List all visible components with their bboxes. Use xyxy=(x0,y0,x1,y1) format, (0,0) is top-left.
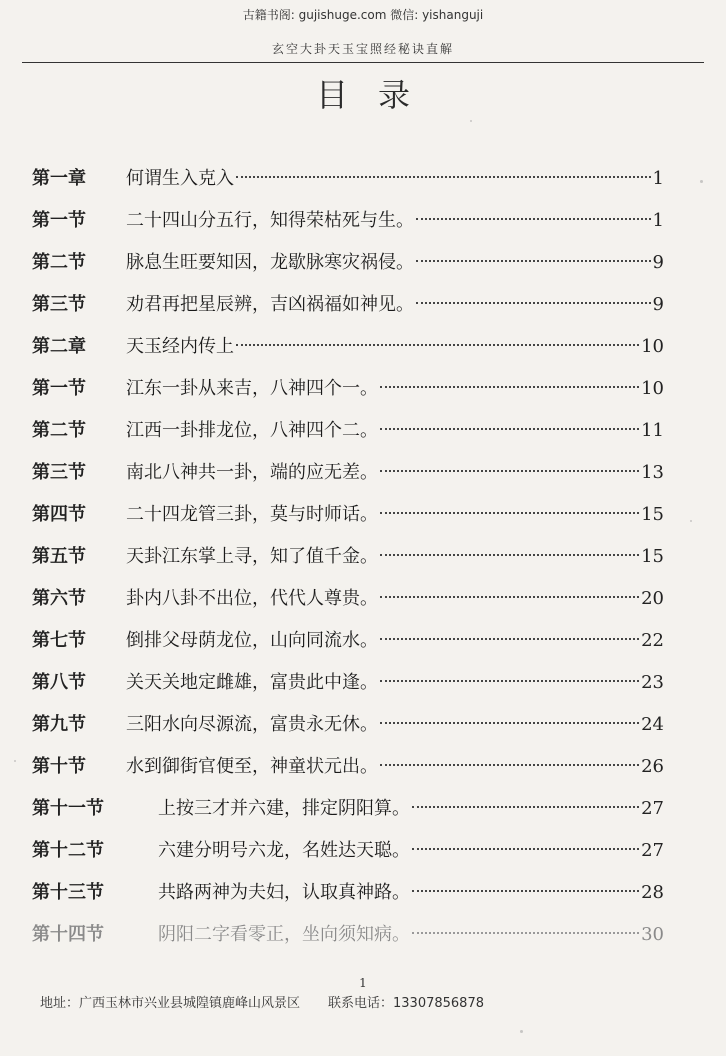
toc-entry-label: 第七节 xyxy=(32,630,86,651)
toc-entry-title: 何谓生入克入 xyxy=(126,168,234,189)
toc-entry xyxy=(32,158,664,200)
toc-dot-leader xyxy=(380,764,639,766)
toc-entry-page: 1 xyxy=(652,210,664,231)
toc-entry-title: 三阳水向尽源流，富贵永无休。 xyxy=(126,714,378,735)
toc-entry-page: 11 xyxy=(641,420,664,441)
toc-entry-page: 20 xyxy=(641,588,664,609)
page-number: 1 xyxy=(359,976,367,990)
toc-entry xyxy=(32,914,664,956)
toc-entry-page: 27 xyxy=(641,840,664,861)
toc-entry-title: 天玉经内传上 xyxy=(126,336,234,357)
toc-entry-label: 第二节 xyxy=(32,252,86,273)
toc-entry xyxy=(32,704,664,746)
toc-entry-page: 9 xyxy=(652,252,664,273)
toc-entry-page: 26 xyxy=(641,756,664,777)
toc-dot-leader xyxy=(380,386,639,388)
toc-entry-label: 第六节 xyxy=(32,588,86,609)
toc-dot-leader xyxy=(416,260,651,262)
scan-speck xyxy=(470,120,472,122)
footer-address: 地址：广西玉林市兴业县城隍镇鹿峰山风景区 xyxy=(40,996,301,1011)
toc-entry xyxy=(32,578,664,620)
toc-entry-title: 南北八神共一卦，端的应无差。 xyxy=(126,462,378,483)
toc-dot-leader xyxy=(412,848,639,850)
toc-entry-label: 第十一节 xyxy=(32,798,104,819)
toc-dot-leader xyxy=(412,932,639,934)
toc-entry-label: 第二节 xyxy=(32,420,86,441)
toc-entry-page: 23 xyxy=(641,672,664,693)
toc-entry-label: 第五节 xyxy=(32,546,86,567)
toc-dot-leader xyxy=(380,554,639,556)
toc-entry xyxy=(32,662,664,704)
toc-entry-title: 共路两神为夫妇，认取真神路。 xyxy=(158,882,410,903)
toc-entry-title: 二十四龙管三卦，莫与时师话。 xyxy=(126,504,378,525)
toc-entry xyxy=(32,284,664,326)
toc-dot-leader xyxy=(380,680,639,682)
toc-entry-title: 天卦江东掌上寻，知了值千金。 xyxy=(126,546,378,567)
toc-entry-title: 关天关地定雌雄，富贵此中逢。 xyxy=(126,672,378,693)
toc-entry-label: 第一节 xyxy=(32,210,86,231)
toc-dot-leader xyxy=(236,344,639,346)
toc-entry xyxy=(32,242,664,284)
page-title: 目录 xyxy=(315,76,440,114)
running-header: 玄空大卦天玉宝照经秘诀直解 xyxy=(271,42,454,56)
toc-dot-leader xyxy=(380,470,639,472)
toc-entry-label: 第十节 xyxy=(32,756,86,777)
table-of-contents xyxy=(32,158,664,956)
toc-entry-label: 第四节 xyxy=(32,504,86,525)
footer xyxy=(40,992,700,1011)
toc-entry xyxy=(32,326,664,368)
toc-entry-label: 第一节 xyxy=(32,378,86,399)
toc-entry xyxy=(32,368,664,410)
toc-entry xyxy=(32,410,664,452)
scan-speck xyxy=(690,520,692,522)
footer-phone: 联系电话：13307856878 xyxy=(328,996,484,1011)
toc-entry-label: 第十三节 xyxy=(32,882,104,903)
toc-entry-page: 1 xyxy=(652,168,664,189)
toc-entry-title: 倒排父母荫龙位，山向同流水。 xyxy=(126,630,378,651)
toc-entry-title: 脉息生旺要知因，龙歇脉寒灾祸侵。 xyxy=(126,252,414,273)
toc-entry-title: 阴阳二字看零正，坐向须知病。 xyxy=(158,924,410,945)
toc-dot-leader xyxy=(380,512,639,514)
toc-entry-title: 劝君再把星辰辨，吉凶祸福如神见。 xyxy=(126,294,414,315)
toc-entry-label: 第十二节 xyxy=(32,840,104,861)
toc-entry xyxy=(32,872,664,914)
toc-entry-page: 9 xyxy=(652,294,664,315)
scan-speck xyxy=(14,760,16,762)
scan-speck xyxy=(520,1030,523,1033)
scan-speck xyxy=(700,180,703,183)
toc-entry-title: 上按三才并六建，排定阴阳算。 xyxy=(158,798,410,819)
toc-entry xyxy=(32,746,664,788)
toc-dot-leader xyxy=(380,638,639,640)
toc-entry-page: 10 xyxy=(641,336,664,357)
toc-entry-label: 第八节 xyxy=(32,672,86,693)
watermark: 古籍书阁: gujishuge.com 微信: yishanguji xyxy=(242,8,484,22)
toc-dot-leader xyxy=(380,722,639,724)
toc-entry-label: 第一章 xyxy=(32,168,86,189)
toc-dot-leader xyxy=(412,890,639,892)
toc-dot-leader xyxy=(412,806,639,808)
toc-entry-page: 10 xyxy=(641,378,664,399)
toc-entry-title: 六建分明号六龙，名姓达天聪。 xyxy=(158,840,410,861)
toc-entry-page: 24 xyxy=(641,714,664,735)
toc-entry-title: 江西一卦排龙位，八神四个二。 xyxy=(126,420,378,441)
toc-entry xyxy=(32,452,664,494)
toc-entry xyxy=(32,200,664,242)
toc-entry xyxy=(32,788,664,830)
toc-entry-title: 江东一卦从来吉，八神四个一。 xyxy=(126,378,378,399)
toc-dot-leader xyxy=(416,218,651,220)
toc-entry-page: 27 xyxy=(641,798,664,819)
toc-entry xyxy=(32,830,664,872)
toc-entry xyxy=(32,620,664,662)
toc-entry-page: 15 xyxy=(641,504,664,525)
toc-entry-page: 28 xyxy=(641,882,664,903)
toc-entry-title: 水到御街官便至，神童状元出。 xyxy=(126,756,378,777)
toc-dot-leader xyxy=(380,596,639,598)
toc-entry-label: 第三节 xyxy=(32,462,86,483)
toc-entry-page: 22 xyxy=(641,630,664,651)
toc-dot-leader xyxy=(416,302,651,304)
header-rule xyxy=(22,62,704,63)
toc-entry-label: 第二章 xyxy=(32,336,86,357)
toc-dot-leader xyxy=(236,176,651,178)
toc-entry-label: 第九节 xyxy=(32,714,86,735)
toc-entry-page: 13 xyxy=(641,462,664,483)
toc-entry-title: 卦内八卦不出位，代代人尊贵。 xyxy=(126,588,378,609)
toc-entry xyxy=(32,536,664,578)
toc-dot-leader xyxy=(380,428,639,430)
toc-entry xyxy=(32,494,664,536)
toc-entry-label: 第十四节 xyxy=(32,924,104,945)
toc-entry-label: 第三节 xyxy=(32,294,86,315)
toc-entry-title: 二十四山分五行，知得荣枯死与生。 xyxy=(126,210,414,231)
toc-entry-page: 30 xyxy=(641,924,664,945)
toc-entry-page: 15 xyxy=(641,546,664,567)
